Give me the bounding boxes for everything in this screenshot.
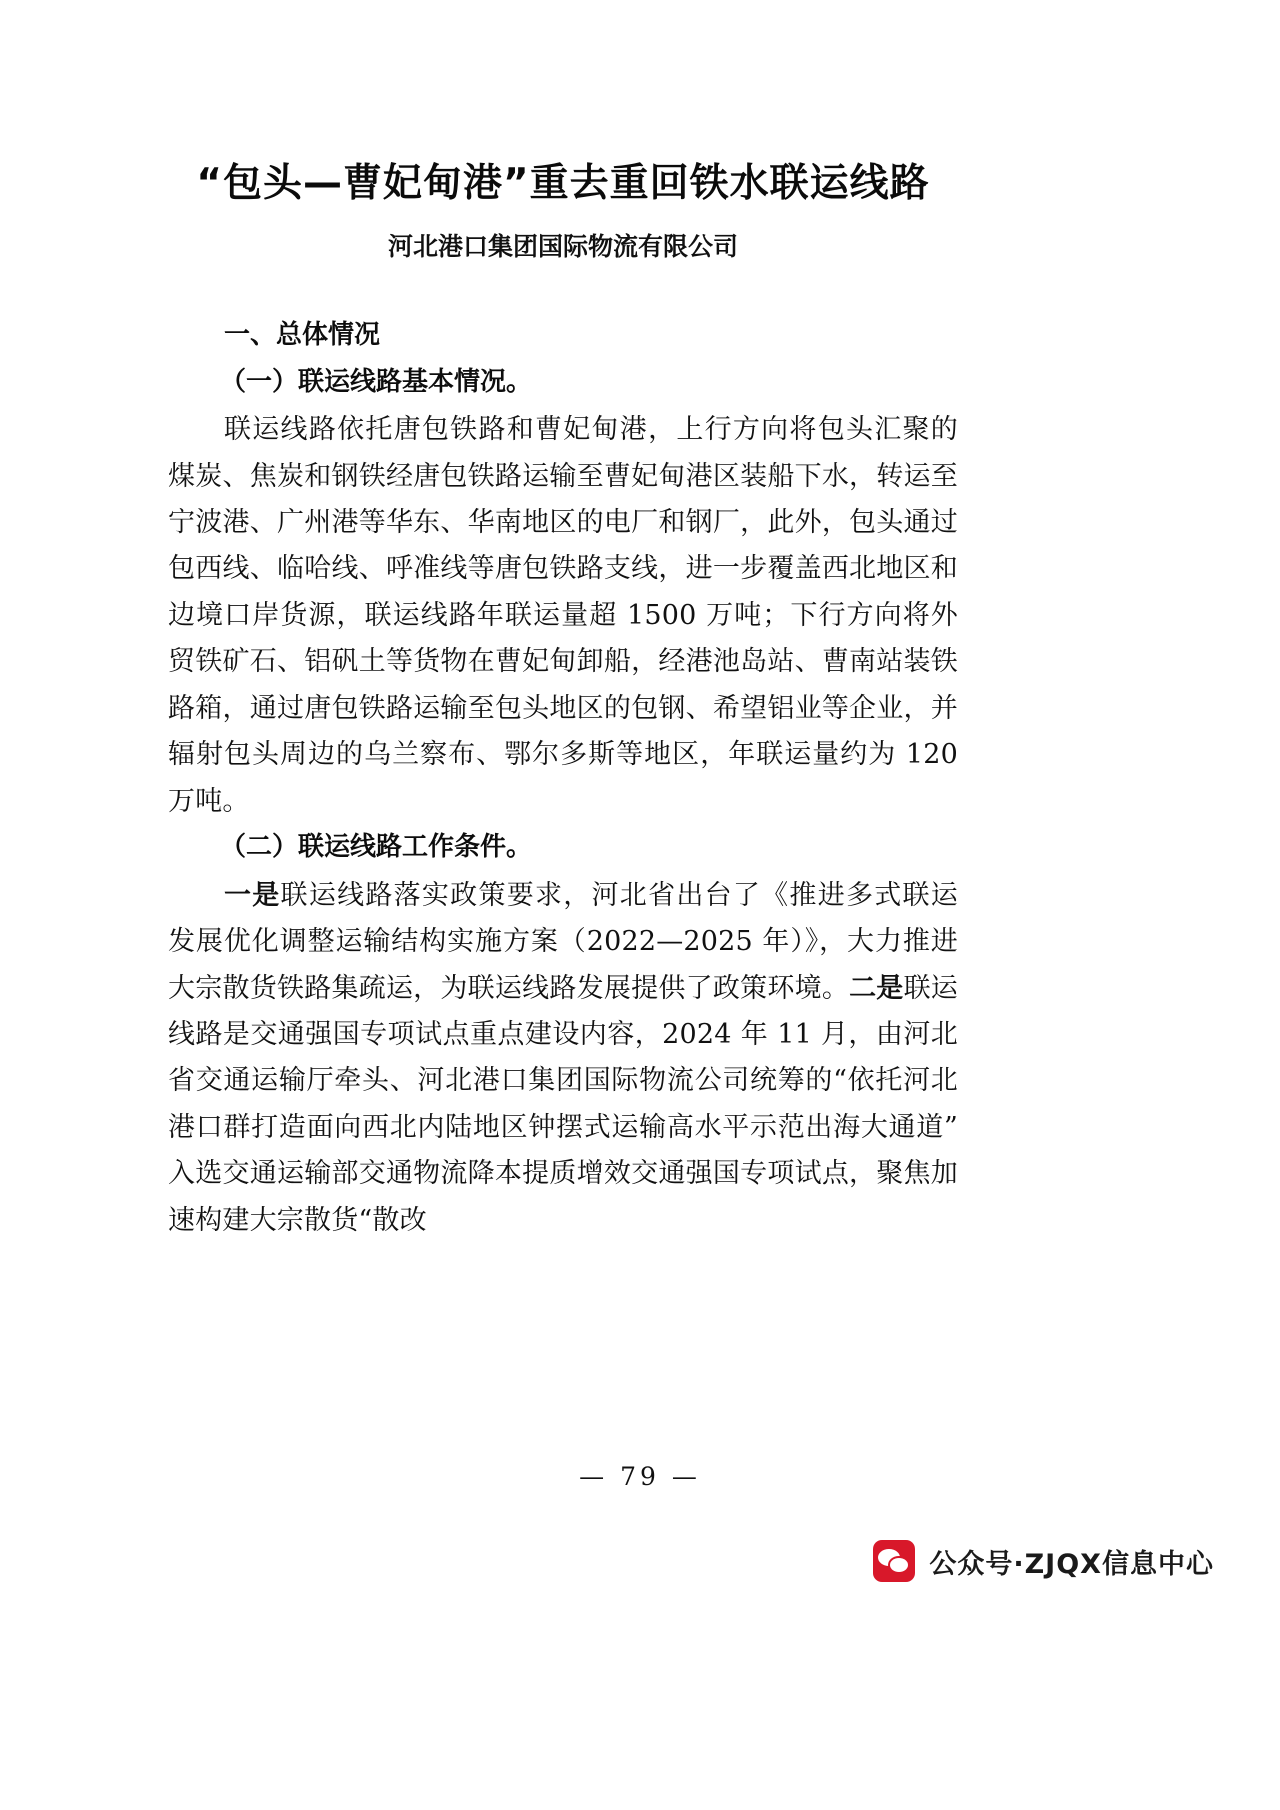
paragraph-run-1: 联运线路落实政策要求，河北省出台了《推进多式联运发展优化调整运输结构实施方案（2022—2025 年）》，大力推进大宗散货铁路集疏运，为联运线路发展提供了政策环境。 (168, 879, 958, 1004)
paragraph-conditions (168, 873, 958, 1245)
section-heading-1-1: （一）联运线路基本情况。 (220, 366, 533, 397)
document-author: 河北港口集团国际物流有限公司 (387, 231, 738, 261)
paragraph-lead-marker: 一是 (224, 879, 281, 911)
footer-watermark (873, 1540, 1214, 1582)
page-title: “包头—曹妃甸港”重去重回铁水联运线路 (196, 161, 930, 206)
paragraph-overview: 联运线路依托唐包铁路和曹妃甸港，上行方向将包头汇聚的煤炭、焦炭和钢铁经唐包铁路运输至曹妃甸港区装船下水，转运至宁波港、广州港等华东、华南地区的电厂和钢厂，此外，包头通过包西线、临哈线、呼准线等唐包铁路支线，进一步覆盖西北地区和边境口岸货源，联运线路年联运量超 1500 万吨；下行方向将外贸铁矿石、铝矾土等货物在曹妃甸卸船，经港池岛站、曹南站装铁路箱，通过唐包铁路运输至包头地区的包钢、希望铝业等企业，并辐射包头周边的乌兰察布、鄂尔多斯等地区，年联运量约为 120 万吨。 (168, 414, 958, 817)
footer-brand-label: 公众号·ZJQX信息中心 (929, 1548, 1214, 1580)
section-heading-1-2: （二）联运线路工作条件。 (220, 832, 533, 863)
paragraph-lead-marker-2: 二是 (849, 972, 904, 1004)
section-heading-1: 一、总体情况 (224, 320, 381, 351)
wechat-icon (873, 1540, 915, 1582)
page-number: — 79 — (579, 1462, 701, 1491)
paragraph-run-2: 联运线路是交通强国专项试点重点建设内容，2024 年 11 月，由河北省交通运输厅牵头、河北港口集团国际物流公司统筹的“依托河北港口群打造面向西北内陆地区钟摆式运输高水平示范出海大通道”入选交通运输部交通物流降本提质增效交通强国专项试点，聚焦加速构建大宗散货“散改 (168, 972, 959, 1236)
document-body (168, 160, 958, 1246)
